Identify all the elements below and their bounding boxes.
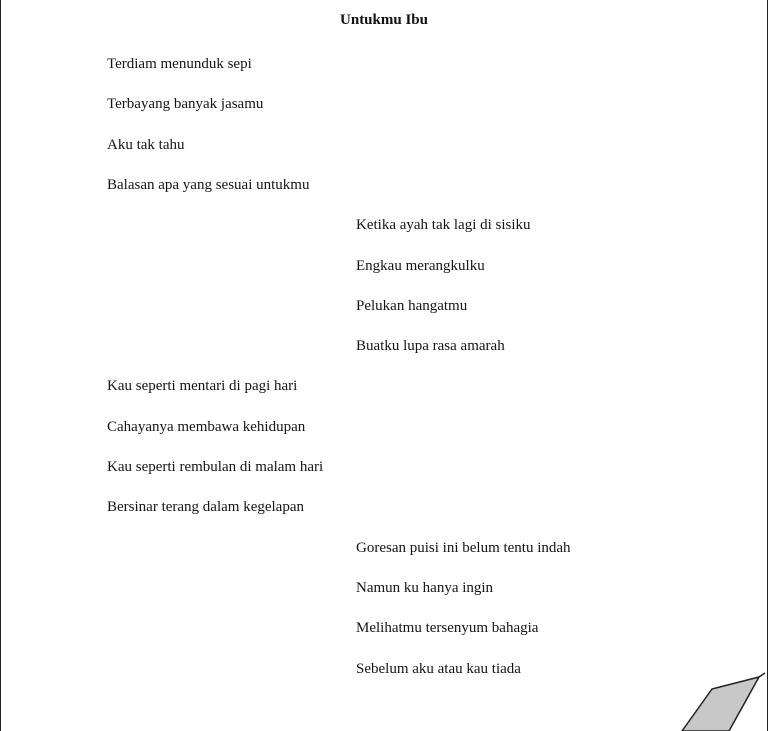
poem-line: Kau seperti rembulan di malam hari [107, 459, 324, 475]
poem-line: Balasan apa yang sesuai untukmu [107, 177, 310, 193]
poem-line: Buatku lupa rasa amarah [356, 338, 505, 354]
poem-line: Terdiam menunduk sepi [107, 56, 252, 72]
poem-line: Terbayang banyak jasamu [107, 96, 264, 112]
poem-line: Kau seperti mentari di pagi hari [107, 378, 298, 394]
poem-line: Ketika ayah tak lagi di sisiku [356, 217, 531, 233]
poem-line: Pelukan hangatmu [356, 298, 468, 314]
poem-line: Goresan puisi ini belum tentu indah [356, 540, 571, 556]
poem-line: Engkau merangkulku [356, 258, 485, 274]
poem-line: Aku tak tahu [107, 137, 185, 153]
poem-line: Cahayanya membawa kehidupan [107, 419, 306, 435]
poem-title: Untukmu Ibu [340, 12, 428, 28]
page-curl-icon [677, 671, 767, 731]
poem-line: Namun ku hanya ingin [356, 580, 494, 596]
poem-line: Bersinar terang dalam kegelapan [107, 499, 304, 515]
poem-line: Sebelum aku atau kau tiada [356, 661, 521, 677]
poem-line: Melihatmu tersenyum bahagia [356, 620, 539, 636]
